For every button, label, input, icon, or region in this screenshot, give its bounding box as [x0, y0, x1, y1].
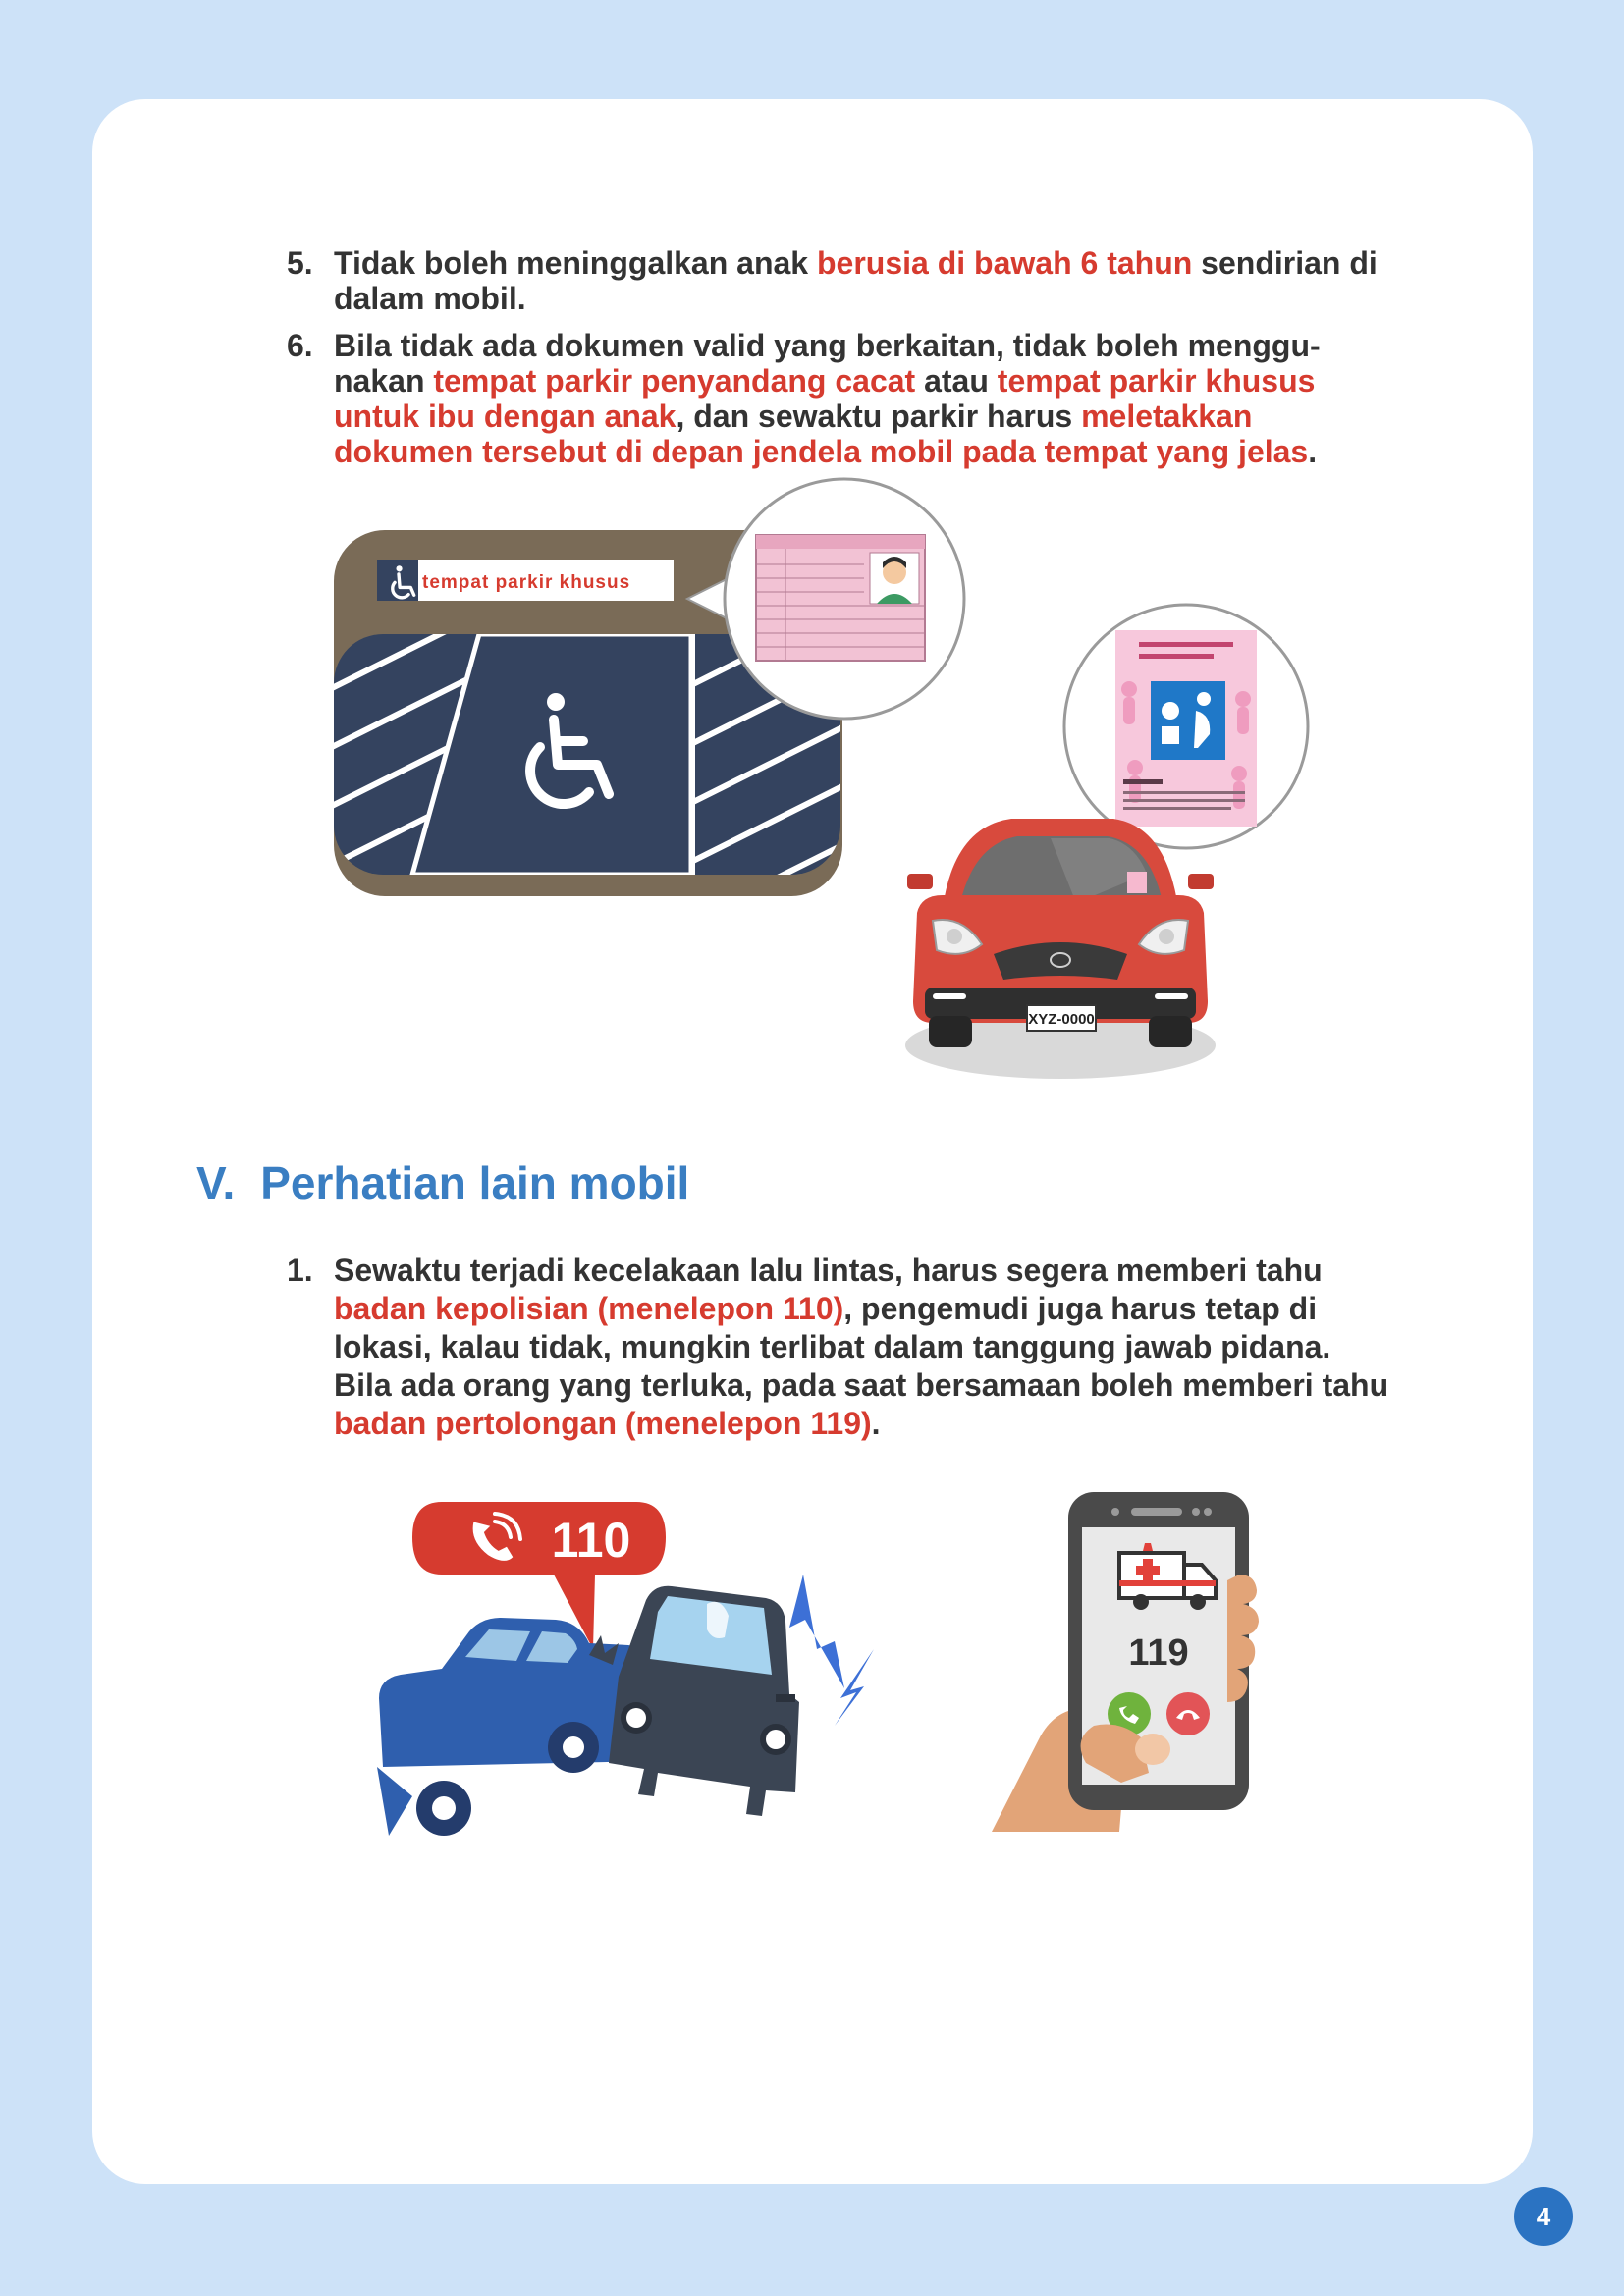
id-card — [756, 535, 925, 661]
license-plate-text: XYZ-0000 — [1028, 1011, 1095, 1028]
section-heading — [196, 1156, 689, 1209]
item-number: 5. — [287, 245, 313, 281]
right-mirror — [1188, 874, 1214, 889]
item-number: 1. — [287, 1253, 313, 1288]
item-text-segment: Sewaktu terjadi kecelakaan lalu lintas, harus segera memberi tahu — [334, 1253, 1323, 1288]
lightning-bolt — [789, 1575, 844, 1688]
item-text-highlight: badan kepolisian (menelepon 110) — [334, 1291, 844, 1326]
ambulance-119-illustration — [992, 1492, 1276, 1836]
sign-label: tempat parkir khusus — [422, 572, 631, 593]
item-text-segment: Bila tidak ada dokumen valid yang berkaitan, tidak boleh menggu-nakan — [334, 328, 1321, 399]
left-tire — [929, 1016, 972, 1047]
red-car-illustration — [903, 805, 1218, 1090]
decline-button — [1166, 1692, 1210, 1735]
item-text-segment: . — [1308, 434, 1318, 469]
item-text-segment: , pengemudi juga harus tetap di lokasi, kalau tidak, mungkin terlibat dalam tanggung jawab pidana. Bila ada orang yang terluka, pada saat bersamaan boleh memberi tahu — [334, 1291, 1389, 1403]
rules-list — [287, 245, 1394, 469]
item-text-segment: . — [871, 1406, 881, 1441]
item-text-highlight: meletakkan dokumen tersebut di depan jendela mobil pada tempat yang jelas — [334, 399, 1309, 469]
left-mirror — [907, 874, 933, 889]
item-text-segment: , dan sewaktu parkir harus — [676, 399, 1082, 434]
item-text — [334, 1253, 1388, 1441]
section-number: V. — [196, 1157, 236, 1208]
list-item — [287, 1252, 1394, 1443]
item-text-highlight: berusia di bawah 6 tahun — [816, 245, 1193, 281]
ambulance-number: 119 — [1128, 1632, 1189, 1674]
accident-110-illustration — [373, 1502, 923, 1845]
item-number: 6. — [287, 328, 313, 363]
item-text-highlight: tempat parkir penyandang cacat — [433, 363, 916, 399]
item-text-segment: atau — [915, 363, 998, 399]
page-number: 4 — [1514, 2187, 1573, 2246]
item-text-highlight: badan pertolongan (menelepon 119) — [334, 1406, 872, 1441]
disability-card-bubble — [677, 476, 967, 721]
mother-child-document — [1115, 630, 1257, 827]
dark-car — [609, 1586, 799, 1816]
section-title-text: Perhatian lain mobil — [260, 1157, 690, 1208]
right-tire — [1149, 1016, 1192, 1047]
list-item — [287, 245, 1394, 316]
item-text — [334, 245, 1378, 316]
other-rules-list — [287, 1252, 1394, 1443]
item-text-segment: Tidak boleh meninggalkan anak — [334, 245, 817, 281]
lightning-bolt — [835, 1649, 874, 1726]
windshield-document — [1127, 872, 1147, 893]
item-text-segment: sendirian di dalam mobil. — [334, 245, 1378, 316]
item-text-highlight: tempat parkir khusus untuk ibu dengan anak — [334, 363, 1316, 434]
item-text — [334, 328, 1321, 469]
police-number: 110 — [551, 1513, 631, 1568]
list-item — [287, 328, 1394, 469]
